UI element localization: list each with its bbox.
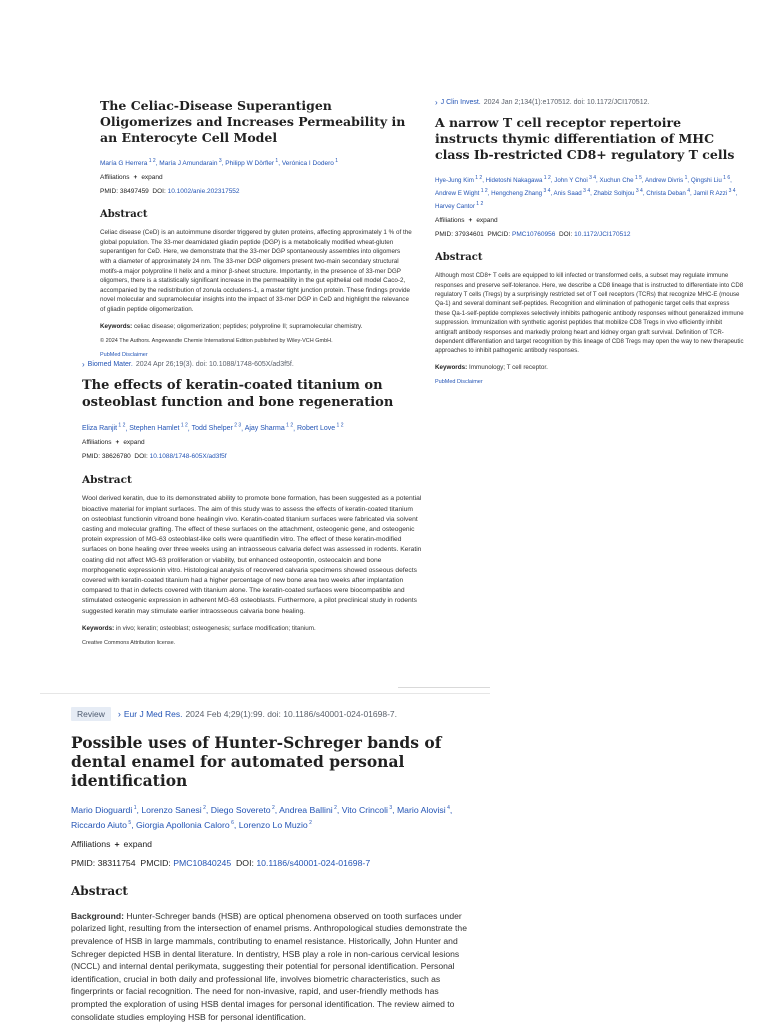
author-link[interactable]: Andrea Ballini $^2$ [279, 804, 337, 815]
doi-link[interactable]: 10.1088/1748-605X/ad3f5f [149, 453, 227, 461]
affiliation-ref[interactable]: 1 2 [179, 423, 188, 429]
author-link[interactable]: Hidetoshi Nakagawa $^{1 2}$ [485, 175, 551, 185]
pubmed-disclaimer-link[interactable]: PubMed Disclaimer [435, 378, 483, 385]
author-list: Mario Dioguardi $^1$, Lorenzo Sanesi $^2$, Diego Sovereto $^2$, Andrea Ballini $^2$, Vito Crincoli $^3$, Mario Alovisi $^4$, Riccardo Aiuto $^5$, Giorgia Apollonia Caloro $^6$, Lorenzo Lo Muzio $^2$ [71, 804, 453, 830]
author-link[interactable]: Harvey Cantor $^{1 2}$ [435, 201, 484, 211]
affiliation-ref[interactable]: 1 2 [117, 423, 126, 429]
author-link[interactable]: María J Amundarain $^3$ [159, 158, 222, 168]
affiliations-toggle[interactable]: Affiliations + expand [435, 217, 498, 225]
keywords: Keywords: Immunology; T cell receptor. [435, 363, 548, 371]
affiliation-ref[interactable]: 5 [127, 819, 132, 826]
affiliation-ref[interactable]: 1 2 [542, 175, 551, 181]
affiliation-ref[interactable]: 1 2 [335, 423, 344, 429]
affiliation-ref[interactable]: 1 5 [633, 175, 642, 181]
author-link[interactable]: Giorgia Apollonia Caloro $^6$ [136, 819, 234, 830]
author-list: Hye-Jung Kim $^{1 2}$, Hidetoshi Nakagawa $^{1 2}$, John Y Choi $^{3 4}$, Xuchun Che $^{1 5}$, Andrew Divris $^1$, Qingshi Liu $^{1 6}$, Andrew E Wight $^{1 2}$, Hengcheng Zhang $^{3 4}$, Anis Saad $^{3 4}$, Zhabiz Solhjou $^{3 4}$, Christa Deban $^4$, Jamil R Azzi $^{3 4}$, Harvey Cantor $^{1 2}$ [435, 175, 738, 211]
author-link[interactable]: Riccardo Aiuto $^5$ [71, 819, 132, 830]
journal-link[interactable]: Eur J Med Res. [123, 709, 183, 719]
affiliation-ref[interactable]: 3 4 [542, 188, 551, 195]
author-link[interactable]: Hye-Jung Kim $^{1 2}$ [435, 175, 483, 185]
author-link[interactable]: Andrew E Wight $^{1 2}$ [435, 188, 488, 198]
divider [398, 687, 490, 688]
abstract-text: Background: Hunter-Schreger bands (HSB) are optical phenomena observed on tooth surfaces under polarized light, resulting from the intersection of enamel prisms. Anthropological studies demonstrate the prevalence of HSB in large mammals, contributing to enamel resistance. Historically, John Hunter and Schreger depicted HSB in dental literature. In dentistry, HSB play a role in non-carious cervical lesions (NCCL) and internal dental perikymata, suggesting their potential for personal identification. Personal identification, crucial in both daily and professional life, involves biometric characteristics, such as fingerprints or facial recognition. The need for non-invasive, rapid, and user-friendly methods has prompted the exploration of using HSB dental images for personal identification. The review aimed to consolidate studies employing HSB for personal identification. [71, 910, 467, 1022]
article-title[interactable]: Possible uses of Hunter-Schreger bands of dental enamel for automated personal identification [71, 733, 442, 790]
article-card-keratin [82, 360, 422, 646]
citation-source: › Biomed Mater. 2024 Apr 26;19(3). doi: 10.1088/1748-605X/ad3f5f. [82, 360, 294, 369]
author-link[interactable]: Christa Deban $^4$ [646, 188, 691, 198]
chevron-right-icon: › [117, 709, 121, 719]
author-link[interactable]: Jamil R Azzi $^{3 4}$ [693, 188, 736, 198]
author-link[interactable]: Vito Crincoli $^3$ [341, 804, 393, 815]
article-card-hsb [71, 707, 471, 1023]
author-link[interactable]: Philipp W Dörfler $^1$ [225, 158, 279, 168]
article-title[interactable]: The Celiac-Disease Superantigen Oligomerizes and Increases Permeability in an Enterocyte Cell Model [100, 98, 406, 145]
affiliations-toggle[interactable]: Affiliations + expand [71, 838, 153, 849]
author-link[interactable]: María G Herrera $^{1 2}$ [100, 158, 156, 168]
citation-source: › J Clin Invest. 2024 Jan 2;134(1):e170512. doi: 10.1172/JCI170512. [435, 98, 650, 107]
chevron-right-icon: › [435, 98, 438, 107]
author-link[interactable]: Anis Saad $^{3 4}$ [553, 188, 591, 198]
doi-link[interactable]: 10.1186/s40001-024-01698-7 [256, 857, 371, 868]
abstract-text: Celiac disease (CeD) is an autoimmune disorder triggered by gluten proteins, affecting approximately 1 % of the global population. The 33-mer deamidated gliadin peptide (DGP) is a metabolically modified wheat-gluten superantigen for CeD. Here, we demonstrate that the 33-mer DGP spontaneously assembles into oligomers with a diameter of approximately 24 nm. The 33-mer DGP oligomers present two-main secondary structural motifs-a major polyproline II helix and a minor β-sheet structure. Importantly, in the presence of 33-mer DGP oligomers, there is a statistically significant increase in the permeability in the gut epithelial cell model Caco-2, accompanied by the redistribution of zonula occludens-1, a master tight junction protein. These findings provide novel molecular and supramolecular insights into the impact of 33-mer DGP in CeD and highlight the relevance of gliadin peptide oligomerization. [100, 229, 412, 313]
affiliation-ref[interactable]: 1 [274, 158, 279, 164]
author-link[interactable]: Eliza Ranjit $^{1 2}$ [82, 423, 126, 433]
doi-link[interactable]: 10.1002/anie.202317552 [167, 188, 240, 196]
journal-link[interactable]: Biomed Mater. [87, 361, 133, 368]
keywords: Keywords: in vivo; keratin; osteoblast; osteogenesis; surface modification; titanium. [82, 624, 316, 632]
plus-icon: + [133, 174, 138, 182]
divider [40, 693, 490, 694]
author-link[interactable]: Robert Love $^{1 2}$ [297, 423, 344, 433]
author-link[interactable]: Andrew Divris $^1$ [645, 175, 688, 185]
affiliation-ref[interactable]: 4 [445, 805, 450, 811]
affiliation-ref[interactable]: 3 4 [634, 188, 643, 195]
affiliation-ref[interactable]: 3 4 [587, 175, 597, 181]
chevron-right-icon: › [82, 360, 85, 369]
affiliation-ref[interactable]: 2 [270, 805, 275, 811]
affiliation-ref[interactable]: 1 [683, 175, 688, 181]
author-link[interactable]: Stephen Hamlet $^{1 2}$ [129, 423, 188, 433]
author-link[interactable]: John Y Choi $^{3 4}$ [554, 175, 597, 185]
author-list: María G Herrera $^{1 2}$, María J Amundarain $^3$, Philipp W Dörfler $^1$, Verónica I Dodero $^1$ [100, 158, 339, 168]
article-ids: PMID: 38497459 DOI: 10.1002/anie.202317552 [100, 188, 240, 196]
affiliation-ref[interactable]: 2 [201, 805, 206, 811]
doi-link[interactable]: 10.1172/JCI170512 [574, 231, 631, 239]
affiliation-ref[interactable]: 2 [332, 805, 337, 811]
affiliation-ref[interactable]: 3 [217, 158, 222, 164]
license-text: Creative Commons Attribution license. [82, 639, 176, 646]
affiliation-ref[interactable]: 2 [307, 819, 312, 826]
author-link[interactable]: Zhabiz Solhjou $^{3 4}$ [593, 188, 643, 198]
author-link[interactable]: Mario Alovisi $^4$ [396, 804, 450, 815]
author-link[interactable]: Lorenzo Lo Muzio $^2$ [238, 819, 312, 830]
author-link[interactable]: Verónica I Dodero $^1$ [281, 158, 339, 168]
article-ids: PMID: 38311754 PMCID: PMC10840245 DOI: 10.1186/s40001-024-01698-7 [71, 857, 371, 868]
plus-icon: + [115, 439, 120, 447]
affiliation-ref[interactable]: 3 [387, 805, 393, 811]
abstract-heading: Abstract [100, 209, 148, 221]
affiliation-ref[interactable]: 3 4 [581, 188, 591, 195]
author-list: Eliza Ranjit $^{1 2}$, Stephen Hamlet $^{1 2}$, Todd Shelper $^{2 3}$, Ajay Sharma $^{1 2}$, Robert Love $^{1 2}$ [82, 423, 344, 433]
author-link[interactable]: Lorenzo Sanesi $^2$ [141, 804, 206, 815]
citation-source: Review › Eur J Med Res. 2024 Feb 4;29(1):99. doi: 10.1186/s40001-024-01698-7. [71, 707, 471, 721]
affiliation-ref[interactable]: 3 4 [727, 188, 736, 195]
pmcid-link[interactable]: PMC10840245 [173, 857, 232, 868]
author-link[interactable]: Diego Sovereto $^2$ [210, 804, 275, 815]
author-link[interactable]: Todd Shelper $^{2 3}$ [191, 423, 242, 433]
author-link[interactable]: Mario Dioguardi $^1$ [71, 804, 137, 815]
abstract-heading: Abstract [82, 474, 132, 487]
affiliation-ref[interactable]: 1 2 [479, 188, 488, 195]
author-link[interactable]: Qingshi Liu $^{1 6}$ [690, 175, 731, 185]
background-label: Background: [71, 910, 124, 921]
article-title[interactable]: The effects of keratin-coated titanium on osteoblast function and bone regeneration [82, 378, 394, 410]
pubmed-disclaimer-link[interactable]: PubMed Disclaimer [100, 351, 148, 358]
affiliation-ref[interactable]: 1 2 [284, 423, 294, 429]
affiliation-ref[interactable]: 1 2 [473, 175, 483, 181]
affiliation-ref[interactable]: 1 6 [721, 175, 731, 181]
abstract-heading: Abstract [435, 252, 483, 264]
affiliation-ref[interactable]: 1 [132, 805, 137, 811]
affiliation-ref[interactable]: 4 [685, 188, 691, 195]
journal-link[interactable]: J Clin Invest. [440, 99, 481, 106]
author-link[interactable]: Xuchun Che $^{1 5}$ [599, 175, 642, 185]
review-badge: Review [71, 707, 111, 721]
plus-icon: + [114, 838, 120, 849]
keywords: Keywords: celiac disease; oligomerization; peptides; polyproline II; supramolecular chemistry. [100, 322, 363, 330]
article-card-celiac [100, 98, 412, 358]
author-link[interactable]: Hengcheng Zhang $^{3 4}$ [491, 188, 551, 198]
article-card-tcell [435, 98, 745, 385]
copyright-text: © 2024 The Authors. Angewandte Chemie International Edition published by Wiley-VCH GmbH. [100, 337, 333, 344]
author-link[interactable]: Ajay Sharma $^{1 2}$ [244, 423, 294, 433]
abstract-text: Wool derived keratin, due to its demonstrated ability to promote bone formation, has been suggested as a potential bioactive material for implant surfaces. The aim of this study was to assess the effects of keratin-coated titanium on osteoblast functionin vitroand bone healingin vivo. Keratin-coated titanium surfaces were fabricated via solvent casting and molecular grafting. The effect of these surfaces on the attachment, osteogenic gene, and osteogenic protein expression of MG-63 osteoblast-like cells were quantifiedin vitro. The effect of these keratin-modified surfaces on bone healing over three weeks using an intraosseous calvaria defect was assessed in rodents. Keratin coating did not affect MG-63 proliferation or viability, but enhanced osteopontin, osteocalcin and bone morphogenetic expressionin vitro. Histological analysis of recovered calvaria specimens showed osseous defects covered with keratin-coated titanium had a higher percentage of new bone area two weeks after implantation compared to that in defects covered with titanium alone. The keratin-coated surfaces were biocompatible and stimulated osteogenic expression in adherent MG-63 osteoblasts. Furthermore, a pilot preclinical study in rodents suggested keratin may stimulate earlier intraosseous calvaria bone healing. [82, 495, 422, 615]
article-ids: PMID: 38626780 DOI: 10.1088/1748-605X/ad3f5f [82, 453, 227, 461]
abstract-text: Although most CD8+ T cells are equipped to kill infected or transformed cells, a subset may regulate immune responses and preserve self-tolerance. Here, we describe a CD8 lineage that is instructed to differentiate into CD8 regulatory T cells (Tregs) by a surprisingly restricted set of T cell receptors (TCRs) that recognize MHC-E (mouse Qa-1) and several dominant self-peptides. Recognition and elimination of pathogenic target cells that express these Qa-1-self-peptide complexes selectively inhibits pathogenic antibody responses without generalized immune suppression. Immunization with synthetic agonist peptides that mobilize CD8 Tregs in vivo efficiently inhibit antigraft antibody responses and markedly prolong heart and kidney organ graft survival. Definition of TCR-dependent differentiation and target recognition by this lineage of CD8 Tregs may open the way to new therapeutic approaches to inhibit pathogenic antibody responses. [435, 272, 744, 355]
affiliations-toggle[interactable]: Affiliations + expand [82, 439, 145, 447]
affiliations-toggle[interactable]: Affiliations + expand [100, 174, 163, 182]
affiliation-ref[interactable]: 6 [229, 819, 234, 826]
affiliation-ref[interactable]: 1 2 [147, 158, 156, 164]
article-ids: PMID: 37934601 PMCID: PMC10760956 DOI: 10.1172/JCI170512 [435, 231, 631, 239]
affiliation-ref[interactable]: 1 [333, 158, 339, 164]
plus-icon: + [468, 217, 473, 225]
article-title[interactable]: A narrow T cell receptor repertoire instructs thymic differentiation of MHC class Ib-restricted CD8+ regulatory T cells [435, 115, 735, 162]
pmcid-link[interactable]: PMC10760956 [511, 231, 556, 239]
affiliation-ref[interactable]: 1 2 [474, 201, 484, 208]
affiliation-ref[interactable]: 2 3 [232, 423, 242, 429]
abstract-heading: Abstract [71, 883, 128, 898]
